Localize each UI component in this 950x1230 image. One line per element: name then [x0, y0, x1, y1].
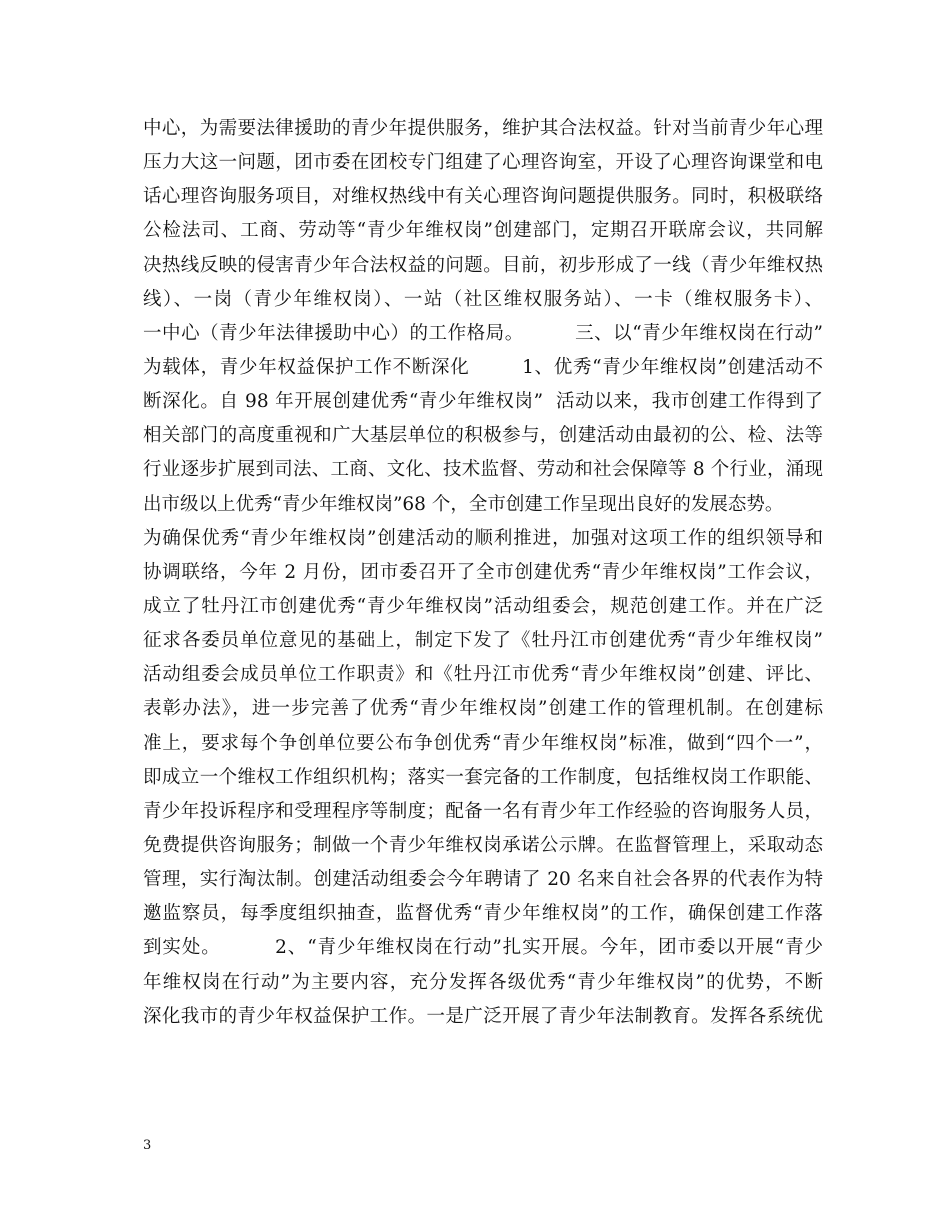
text-line: 深化我市的青少年权益保护工作。一是广泛开展了青少年法制教育。发挥各系统优	[143, 1005, 823, 1027]
text-line: 公检法司、工商、劳动等“青少年维权岗”创建部门，定期召开联席会议，共同解	[143, 220, 823, 242]
text-line: 决热线反映的侵害青少年合法权益的问题。目前，初步形成了一线（青少年维权热	[143, 254, 823, 276]
page-number: 3	[143, 1138, 152, 1153]
text-line: 成立了牡丹江市创建优秀“青少年维权岗”活动组委会，规范创建工作。并在广泛	[143, 595, 823, 617]
text-line: 线）、一岗（青少年维权岗）、一站（社区维权服务站）、一卡（维权服务卡）、	[143, 288, 823, 310]
text-line: 年维权岗在行动”为主要内容，充分发挥各级优秀“青少年维权岗”的优势，不断	[143, 971, 823, 993]
text-line: 到实处。 2、“青少年维权岗在行动”扎实开展。今年，团市委以开展“青少	[143, 937, 823, 959]
text-line: 压力大这一问题，团市委在团校专门组建了心理咨询室，开设了心理咨询课堂和电	[143, 152, 823, 174]
text-line: 即成立一个维权工作组织机构；落实一套完备的工作制度，包括维权岗工作职能、	[143, 766, 823, 788]
text-line: 准上，要求每个争创单位要公布争创优秀“青少年维权岗”标准，做到“四个一”，	[143, 732, 823, 754]
text-line: 出市级以上优秀“青少年维权岗”68 个，全市创建工作呈现出良好的发展态势。	[143, 493, 784, 515]
text-line: 断深化。自 98 年开展创建优秀“青少年维权岗” 活动以来，我市创建工作得到了	[143, 391, 823, 413]
text-line: 表彰办法》，进一步完善了优秀“青少年维权岗”创建工作的管理机制。在创建标	[143, 698, 823, 720]
body-text	[143, 112, 823, 1034]
text-line: 相关部门的高度重视和广大基层单位的积极参与，创建活动由最初的公、检、法等	[143, 425, 823, 447]
text-line: 活动组委会成员单位工作职责》和《牡丹江市优秀“青少年维权岗”创建、评比、	[143, 664, 823, 686]
text-line: 中心，为需要法律援助的青少年提供服务，维护其合法权益。针对当前青少年心理	[143, 118, 823, 139]
text-line: 青少年投诉程序和受理程序等制度；配备一名有青少年工作经验的咨询服务人员，	[143, 800, 823, 822]
text-line: 话心理咨询服务项目，对维权热线中有关心理咨询问题提供服务。同时，积极联络	[143, 186, 823, 208]
text-line: 为确保优秀“青少年维权岗”创建活动的顺利推进，加强对这项工作的组织领导和	[143, 527, 823, 549]
text-line: 免费提供咨询服务；制做一个青少年维权岗承诺公示牌。在监督管理上，采取动态	[143, 834, 823, 856]
text-line: 行业逐步扩展到司法、工商、文化、技术监督、劳动和社会保障等 8 个行业，涌现	[143, 459, 823, 481]
text-line: 一中心（青少年法律援助中心）的工作格局。 三、以“青少年维权岗在行动”	[143, 322, 823, 344]
text-line: 征求各委员单位意见的基础上，制定下发了《牡丹江市创建优秀“青少年维权岗”	[143, 630, 823, 652]
text-line: 管理，实行淘汰制。创建活动组委会今年聘请了 20 名来自社会各界的代表作为特	[143, 869, 823, 891]
text-line: 邀监察员，每季度组织抽查，监督优秀“青少年维权岗”的工作，确保创建工作落	[143, 903, 823, 925]
text-line: 为载体，青少年权益保护工作不断深化 1、优秀“青少年维权岗”创建活动不	[143, 356, 823, 378]
text-line: 协调联络，今年 2 月份，团市委召开了全市创建优秀“青少年维权岗”工作会议，	[143, 561, 823, 583]
